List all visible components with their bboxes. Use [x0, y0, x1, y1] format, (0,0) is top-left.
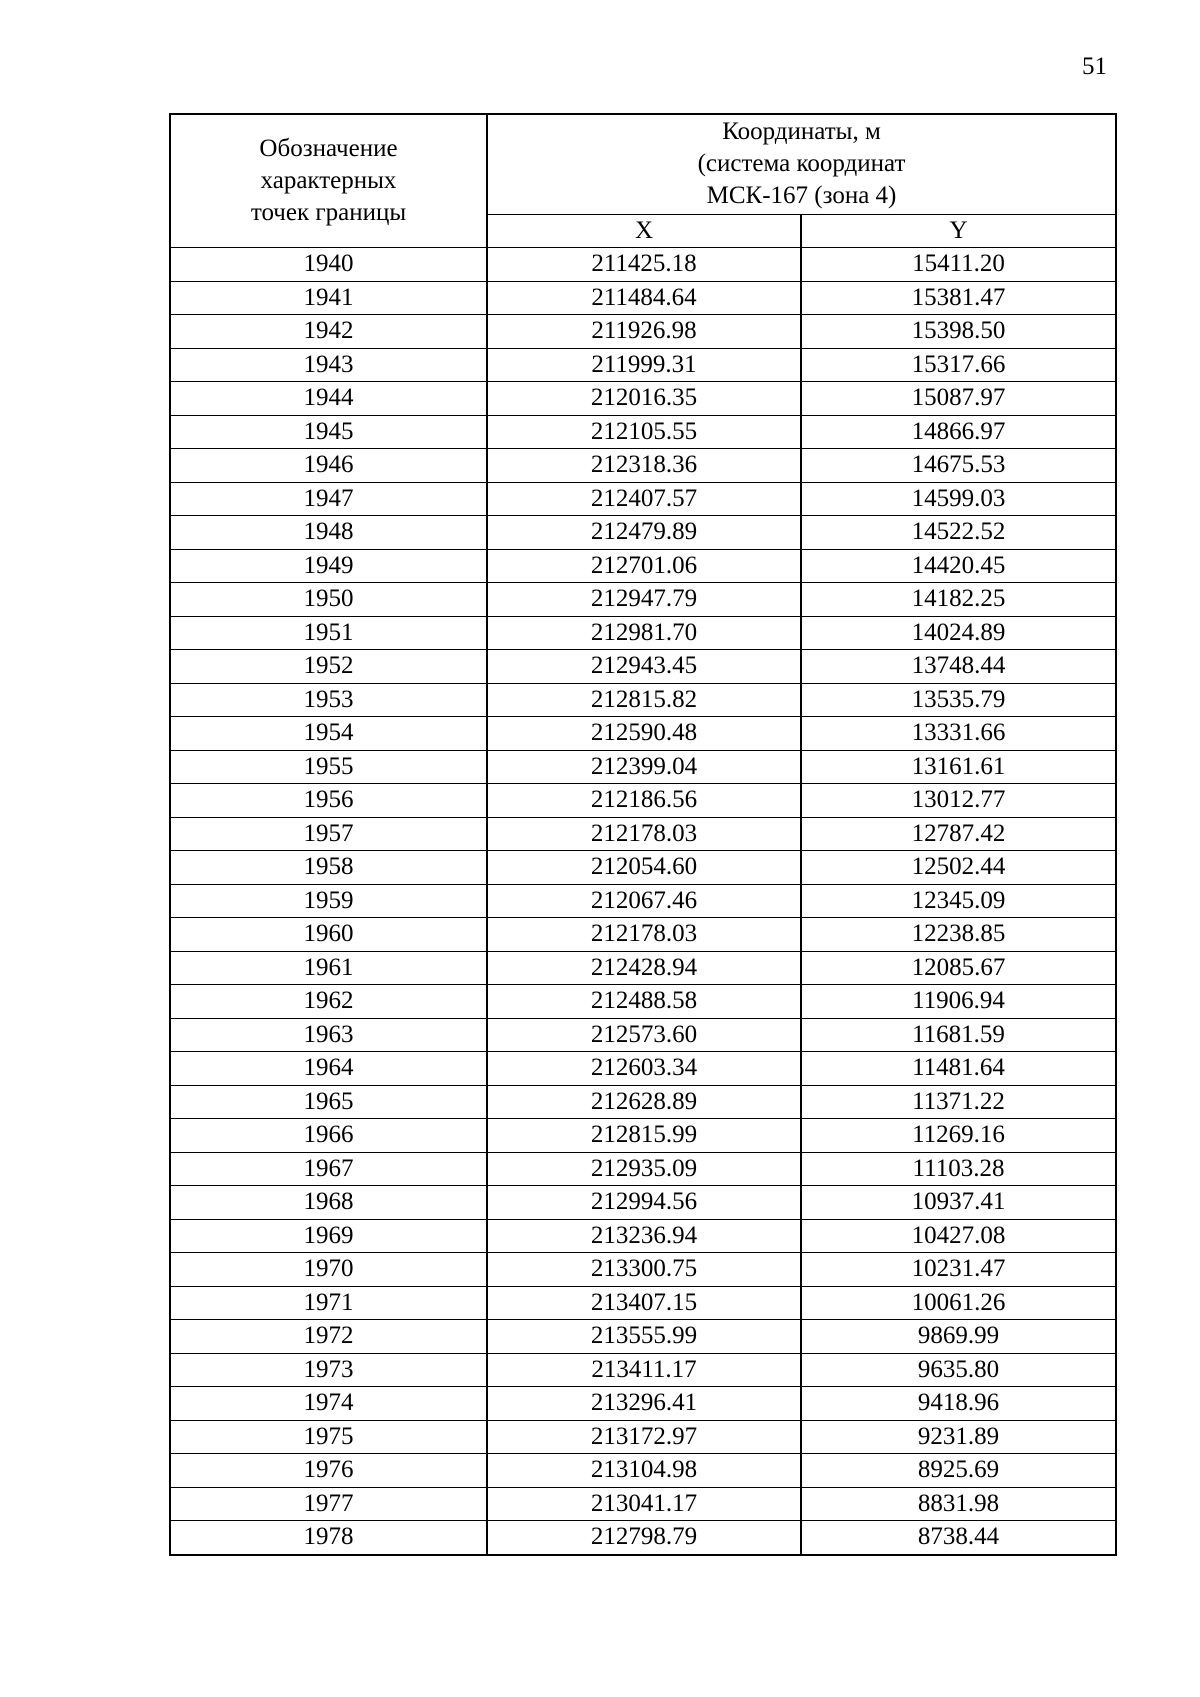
header-coordinates-line2: (система координат: [697, 150, 906, 178]
table-row: [170, 750, 1116, 784]
point-id-cell: 1945: [170, 415, 487, 449]
point-id-cell: 1965: [170, 1085, 487, 1119]
point-id-cell: 1975: [170, 1420, 487, 1454]
table-row: [170, 1387, 1116, 1421]
point-id-cell: 1957: [170, 817, 487, 851]
x-coordinate-cell: 212186.56: [487, 784, 801, 818]
x-coordinate-cell: 212947.79: [487, 583, 801, 617]
y-coordinate-cell: 12502.44: [801, 851, 1116, 885]
table-row: [170, 449, 1116, 483]
x-coordinate-cell: 212603.34: [487, 1052, 801, 1086]
table-row: [170, 884, 1116, 918]
point-id-cell: 1970: [170, 1253, 487, 1287]
table-header: [170, 114, 1116, 248]
table-row: [170, 348, 1116, 382]
table-row: [170, 1119, 1116, 1153]
point-id-cell: 1964: [170, 1052, 487, 1086]
x-coordinate-cell: 212798.79: [487, 1521, 801, 1555]
table-row: [170, 549, 1116, 583]
table-row: [170, 1454, 1116, 1488]
y-coordinate-cell: 13012.77: [801, 784, 1116, 818]
x-coordinate-cell: 211425.18: [487, 248, 801, 282]
x-coordinate-cell: 212399.04: [487, 750, 801, 784]
x-coordinate-cell: 213407.15: [487, 1286, 801, 1320]
x-coordinate-cell: 213041.17: [487, 1487, 801, 1521]
header-coordinates-line3: МСК-167 (зона 4): [706, 182, 897, 210]
y-coordinate-cell: 9635.80: [801, 1353, 1116, 1387]
x-coordinate-cell: 213411.17: [487, 1353, 801, 1387]
y-coordinate-cell: 15411.20: [801, 248, 1116, 282]
y-coordinate-cell: 11371.22: [801, 1085, 1116, 1119]
y-coordinate-cell: 14024.89: [801, 616, 1116, 650]
x-coordinate-cell: 213300.75: [487, 1253, 801, 1287]
table-row: [170, 1085, 1116, 1119]
x-coordinate-cell: 212935.09: [487, 1152, 801, 1186]
y-coordinate-cell: 14675.53: [801, 449, 1116, 483]
x-coordinate-cell: 212318.36: [487, 449, 801, 483]
table-row: [170, 1353, 1116, 1387]
y-coordinate-cell: 14182.25: [801, 583, 1116, 617]
y-coordinate-cell: 8925.69: [801, 1454, 1116, 1488]
coordinates-table: [169, 113, 1117, 1556]
x-coordinate-cell: 212016.35: [487, 382, 801, 416]
x-coordinate-cell: 212815.82: [487, 683, 801, 717]
table-row: [170, 1186, 1116, 1220]
table-row: [170, 281, 1116, 315]
point-id-cell: 1972: [170, 1320, 487, 1354]
x-coordinate-cell: 212054.60: [487, 851, 801, 885]
table-row: [170, 951, 1116, 985]
point-id-cell: 1946: [170, 449, 487, 483]
y-coordinate-cell: 12787.42: [801, 817, 1116, 851]
table-row: [170, 415, 1116, 449]
point-id-cell: 1947: [170, 482, 487, 516]
table-row: [170, 1286, 1116, 1320]
x-coordinate-cell: 212178.03: [487, 817, 801, 851]
x-coordinate-cell: 213236.94: [487, 1219, 801, 1253]
x-coordinate-cell: 212815.99: [487, 1119, 801, 1153]
header-coordinates-line1: Координаты, м: [722, 118, 881, 146]
table-row: [170, 382, 1116, 416]
point-id-cell: 1948: [170, 516, 487, 550]
table-row: [170, 918, 1116, 952]
x-coordinate-cell: 212573.60: [487, 1018, 801, 1052]
header-designation-line1: Обозначение: [259, 135, 398, 162]
point-id-cell: 1941: [170, 281, 487, 315]
point-id-cell: 1960: [170, 918, 487, 952]
x-coordinate-cell: 213104.98: [487, 1454, 801, 1488]
y-coordinate-cell: 12345.09: [801, 884, 1116, 918]
y-coordinate-cell: 12085.67: [801, 951, 1116, 985]
x-coordinate-cell: 213172.97: [487, 1420, 801, 1454]
table-row: [170, 1521, 1116, 1555]
table-row: [170, 1487, 1116, 1521]
point-id-cell: 1940: [170, 248, 487, 282]
x-coordinate-cell: 213296.41: [487, 1387, 801, 1421]
point-id-cell: 1951: [170, 616, 487, 650]
table-row: [170, 616, 1116, 650]
table-row: [170, 683, 1116, 717]
x-coordinate-cell: 212067.46: [487, 884, 801, 918]
y-coordinate-cell: 11681.59: [801, 1018, 1116, 1052]
table-row: [170, 851, 1116, 885]
x-coordinate-cell: 212701.06: [487, 549, 801, 583]
table-row: [170, 1253, 1116, 1287]
y-coordinate-cell: 11481.64: [801, 1052, 1116, 1086]
y-coordinate-cell: 13748.44: [801, 650, 1116, 684]
y-coordinate-cell: 10937.41: [801, 1186, 1116, 1220]
table-row: [170, 1219, 1116, 1253]
y-coordinate-cell: 10427.08: [801, 1219, 1116, 1253]
table-row: [170, 248, 1116, 282]
x-coordinate-cell: 212981.70: [487, 616, 801, 650]
y-coordinate-cell: 13535.79: [801, 683, 1116, 717]
table-row: [170, 985, 1116, 1019]
x-coordinate-cell: 211999.31: [487, 348, 801, 382]
point-id-cell: 1943: [170, 348, 487, 382]
table-row: [170, 1018, 1116, 1052]
table-row: [170, 583, 1116, 617]
y-coordinate-cell: 15317.66: [801, 348, 1116, 382]
header-row-main: [170, 114, 1116, 214]
header-designation-line2: характерных: [260, 167, 397, 194]
table-row: [170, 315, 1116, 349]
x-coordinate-cell: 212479.89: [487, 516, 801, 550]
y-coordinate-cell: 15381.47: [801, 281, 1116, 315]
point-id-cell: 1955: [170, 750, 487, 784]
point-id-cell: 1949: [170, 549, 487, 583]
table-row: [170, 650, 1116, 684]
y-coordinate-cell: 15087.97: [801, 382, 1116, 416]
header-designation-line3: точек границы: [250, 199, 407, 226]
y-coordinate-cell: 14420.45: [801, 549, 1116, 583]
x-coordinate-cell: 212943.45: [487, 650, 801, 684]
y-coordinate-cell: 11103.28: [801, 1152, 1116, 1186]
y-coordinate-cell: 9418.96: [801, 1387, 1116, 1421]
point-id-cell: 1956: [170, 784, 487, 818]
y-coordinate-cell: 13331.66: [801, 717, 1116, 751]
point-id-cell: 1944: [170, 382, 487, 416]
point-id-cell: 1961: [170, 951, 487, 985]
point-id-cell: 1942: [170, 315, 487, 349]
point-id-cell: 1966: [170, 1119, 487, 1153]
point-id-cell: 1950: [170, 583, 487, 617]
y-coordinate-cell: 13161.61: [801, 750, 1116, 784]
point-id-cell: 1968: [170, 1186, 487, 1220]
table-body: [170, 248, 1116, 1555]
point-id-cell: 1969: [170, 1219, 487, 1253]
header-designation-cell: [170, 114, 487, 248]
x-coordinate-cell: 212178.03: [487, 918, 801, 952]
x-coordinate-cell: 212590.48: [487, 717, 801, 751]
x-coordinate-cell: 212428.94: [487, 951, 801, 985]
x-coordinate-cell: 212994.56: [487, 1186, 801, 1220]
table-row: [170, 784, 1116, 818]
table-row: [170, 1420, 1116, 1454]
y-coordinate-cell: 12238.85: [801, 918, 1116, 952]
y-coordinate-cell: 10231.47: [801, 1253, 1116, 1287]
x-coordinate-cell: 213555.99: [487, 1320, 801, 1354]
table-row: [170, 482, 1116, 516]
table-row: [170, 1052, 1116, 1086]
table-row: [170, 516, 1116, 550]
y-coordinate-cell: 14522.52: [801, 516, 1116, 550]
point-id-cell: 1953: [170, 683, 487, 717]
point-id-cell: 1971: [170, 1286, 487, 1320]
x-coordinate-cell: 212105.55: [487, 415, 801, 449]
point-id-cell: 1962: [170, 985, 487, 1019]
x-coordinate-cell: 211926.98: [487, 315, 801, 349]
point-id-cell: 1958: [170, 851, 487, 885]
header-y-cell: Y: [801, 214, 1116, 247]
x-coordinate-cell: 212488.58: [487, 985, 801, 1019]
y-coordinate-cell: 8738.44: [801, 1521, 1116, 1555]
point-id-cell: 1976: [170, 1454, 487, 1488]
point-id-cell: 1952: [170, 650, 487, 684]
y-coordinate-cell: 8831.98: [801, 1487, 1116, 1521]
point-id-cell: 1959: [170, 884, 487, 918]
y-coordinate-cell: 11906.94: [801, 985, 1116, 1019]
table-row: [170, 1152, 1116, 1186]
point-id-cell: 1963: [170, 1018, 487, 1052]
y-coordinate-cell: 11269.16: [801, 1119, 1116, 1153]
page-number: 51: [1082, 53, 1107, 80]
point-id-cell: 1967: [170, 1152, 487, 1186]
point-id-cell: 1977: [170, 1487, 487, 1521]
y-coordinate-cell: 15398.50: [801, 315, 1116, 349]
y-coordinate-cell: 14599.03: [801, 482, 1116, 516]
y-coordinate-cell: 14866.97: [801, 415, 1116, 449]
header-x-cell: X: [487, 214, 801, 247]
point-id-cell: 1978: [170, 1521, 487, 1555]
x-coordinate-cell: 212628.89: [487, 1085, 801, 1119]
y-coordinate-cell: 9231.89: [801, 1420, 1116, 1454]
point-id-cell: 1954: [170, 717, 487, 751]
point-id-cell: 1973: [170, 1353, 487, 1387]
table-row: [170, 817, 1116, 851]
y-coordinate-cell: 9869.99: [801, 1320, 1116, 1354]
table-row: [170, 717, 1116, 751]
y-coordinate-cell: 10061.26: [801, 1286, 1116, 1320]
point-id-cell: 1974: [170, 1387, 487, 1421]
x-coordinate-cell: 211484.64: [487, 281, 801, 315]
header-coordinates-cell: [487, 114, 1116, 214]
x-coordinate-cell: 212407.57: [487, 482, 801, 516]
table-row: [170, 1320, 1116, 1354]
